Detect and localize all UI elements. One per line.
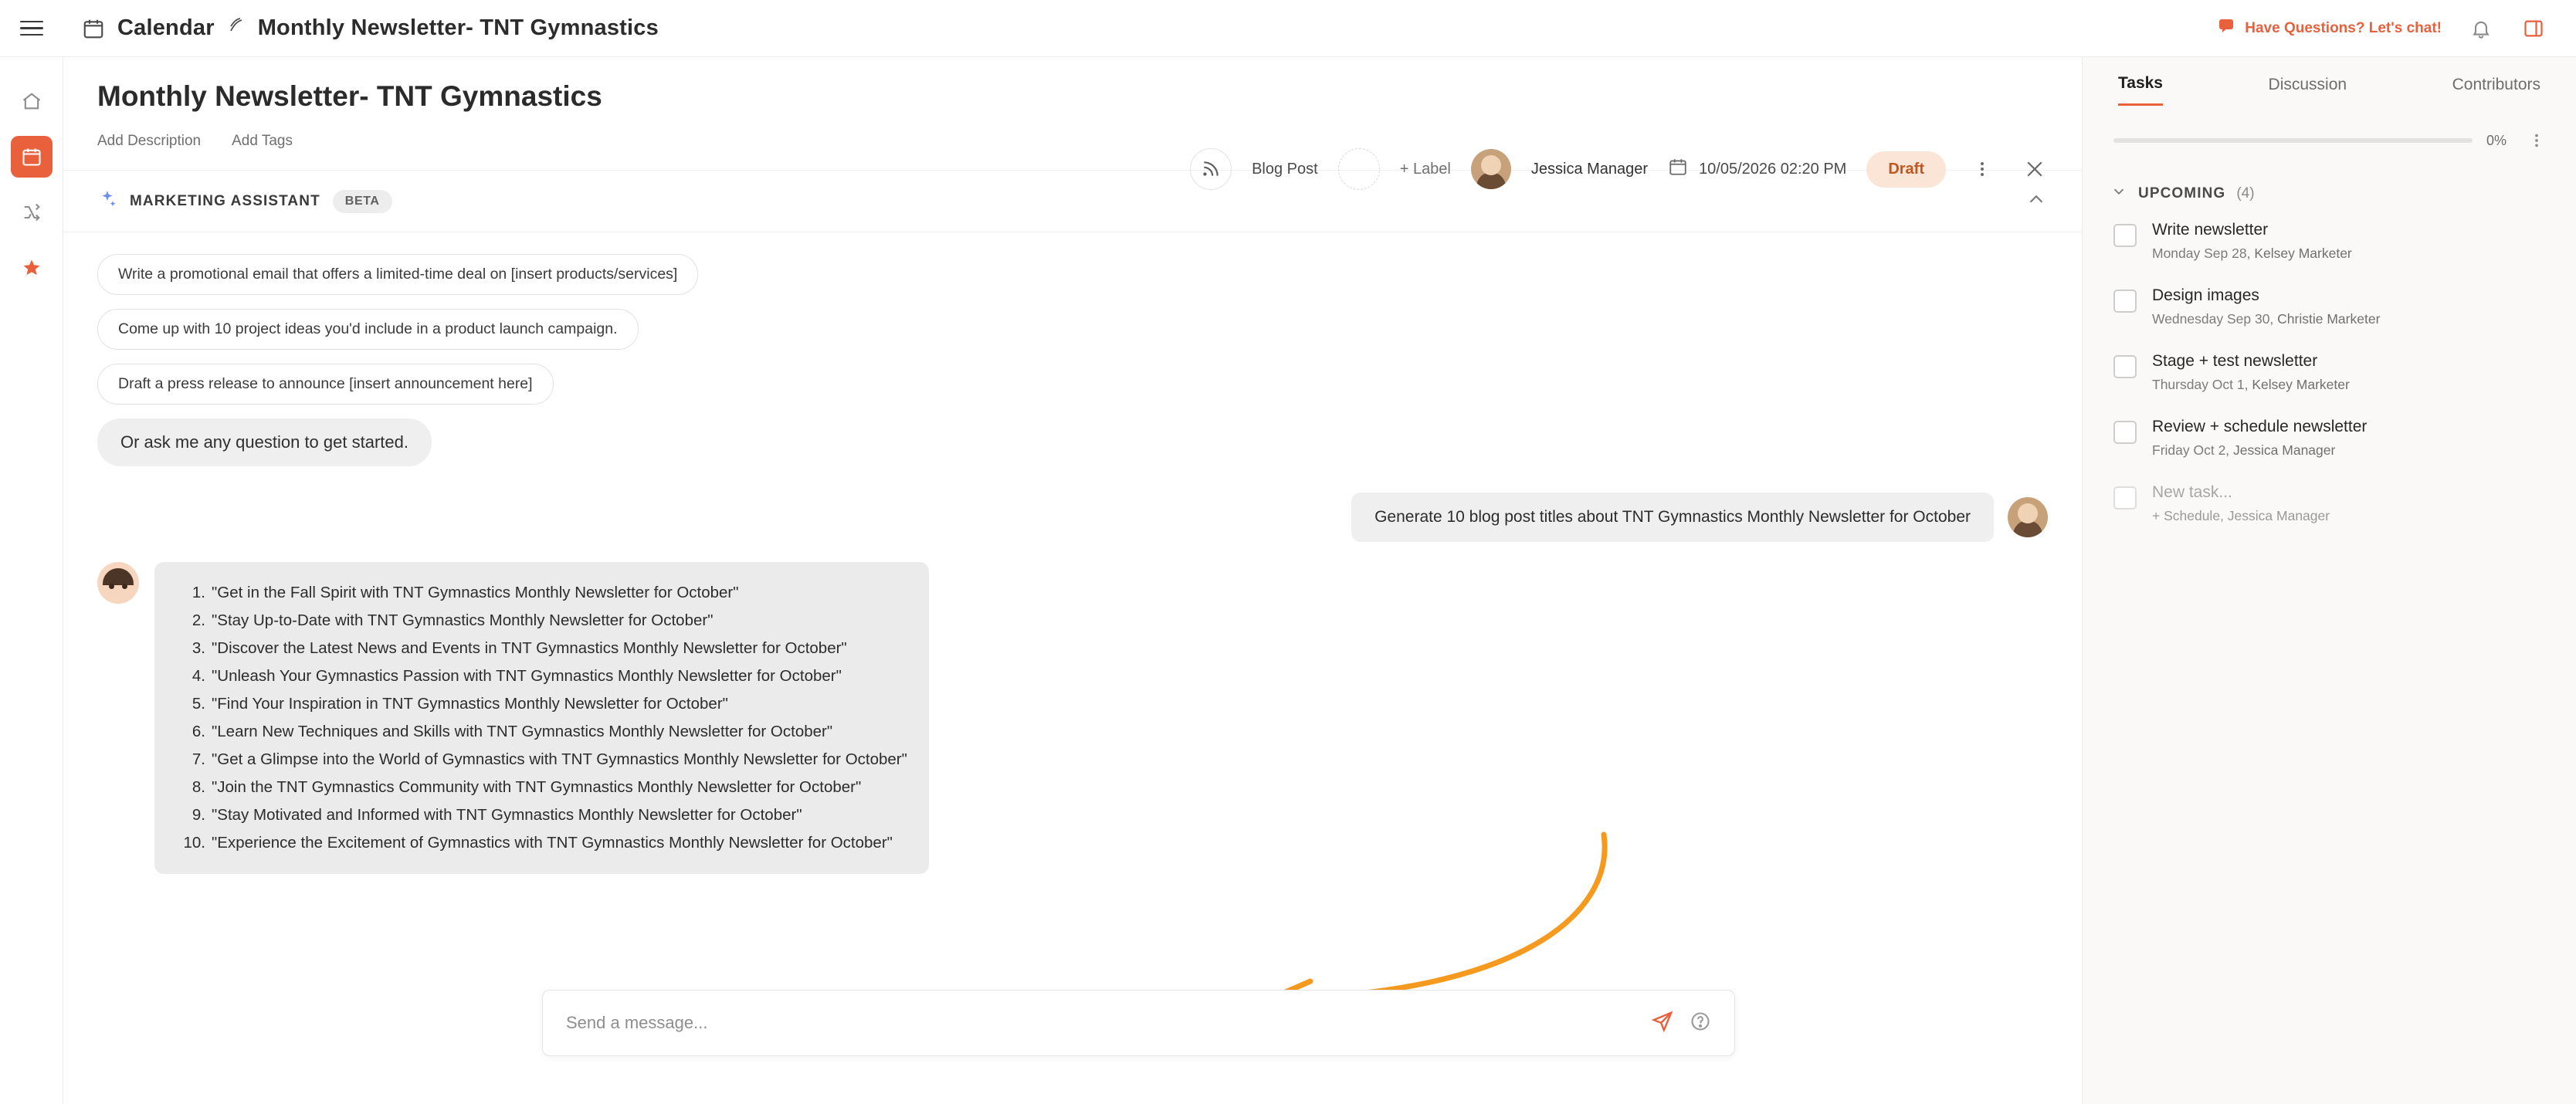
breadcrumb-root[interactable]: Calendar (117, 15, 215, 40)
document-header (63, 57, 2082, 150)
breadcrumb-current: Monthly Newsletter- TNT Gymnastics (257, 15, 659, 40)
task-title: Review + schedule newsletter (2152, 418, 2368, 435)
task-title: Stage + test newsletter (2152, 352, 2318, 370)
sparkle-icon (97, 189, 117, 213)
document-main (63, 57, 2082, 1104)
add-label-button[interactable]: + Label (1399, 160, 1451, 178)
more-options-icon[interactable] (1966, 153, 1998, 185)
task-title: Design images (2152, 286, 2259, 304)
label-placeholder-icon[interactable] (1338, 148, 1380, 190)
task-checkbox[interactable] (2113, 290, 2137, 313)
breadcrumb (80, 15, 659, 42)
task-checkbox[interactable] (2113, 355, 2137, 378)
chat-area (63, 232, 2082, 1104)
send-icon[interactable] (1651, 1010, 1674, 1037)
chat-bubble-icon (2217, 17, 2235, 40)
task-item[interactable] (2083, 340, 2576, 405)
list-item: "Unleash Your Gymnastics Passion with TNT Gymnastics Monthly Newsletter for October" (212, 667, 842, 685)
page-title: Monthly Newsletter- TNT Gymnastics (97, 80, 602, 112)
left-rail (0, 57, 63, 1104)
top-bar-actions (2217, 15, 2547, 42)
new-task-row[interactable] (2083, 471, 2576, 537)
suggestion-chip[interactable]: Come up with 10 project ideas you'd include in a product launch campaign. (97, 309, 639, 350)
notifications-icon[interactable] (2468, 15, 2494, 42)
list-item: "Get a Glimpse into the World of Gymnastics with TNT Gymnastics Monthly Newsletter for October" (212, 750, 907, 768)
calendar-small-icon (1668, 157, 1688, 181)
calendar-icon (80, 15, 107, 42)
document-meta-row (97, 133, 2048, 150)
list-item: "Find Your Inspiration in TNT Gymnastics Monthly Newsletter for October" (212, 695, 728, 713)
help-circle-icon[interactable] (1690, 1011, 1711, 1036)
bot-message-bubble (154, 562, 929, 874)
assistant-prompt-bubble: Or ask me any question to get started. (97, 418, 432, 466)
progress-percent: 0% (2486, 132, 2507, 148)
message-composer[interactable] (542, 990, 1735, 1056)
tab-tasks[interactable]: Tasks (2118, 74, 2163, 106)
new-task-assignee: Jessica Manager (2227, 508, 2330, 523)
list-item: "Stay Up-to-Date with TNT Gymnastics Monthly Newsletter for October" (212, 611, 713, 629)
owner-name: Jessica Manager (1530, 160, 1649, 178)
date-field[interactable] (1668, 157, 1846, 181)
panel-tabs (2083, 57, 2576, 106)
task-date: Thursday Oct 1, (2152, 377, 2249, 392)
assistant-title: MARKETING ASSISTANT (130, 192, 320, 209)
close-icon[interactable] (2018, 153, 2051, 185)
add-tags-link[interactable]: Add Tags (232, 133, 293, 149)
content-type-icon[interactable] (1190, 148, 1232, 190)
rail-item-calendar[interactable] (11, 136, 53, 178)
help-chat-button[interactable] (2217, 17, 2442, 40)
upcoming-count: (4) (2236, 185, 2255, 201)
task-meta (2152, 377, 2350, 393)
task-meta (2152, 246, 2352, 262)
task-assignee: Jessica Manager (2233, 442, 2336, 458)
add-description-link[interactable]: Add Description (97, 133, 202, 149)
suggestion-chip[interactable]: Write a promotional email that offers a limited-time deal on [insert products/services] (97, 254, 698, 295)
task-item[interactable] (2083, 274, 2576, 340)
task-meta (2152, 311, 2380, 327)
rail-item-workflows[interactable] (11, 191, 53, 233)
task-item[interactable] (2083, 208, 2576, 274)
task-progress (2083, 106, 2576, 157)
message-input[interactable] (566, 1013, 1635, 1033)
rail-item-favorites[interactable] (11, 247, 53, 289)
chevron-down-icon[interactable] (2110, 183, 2127, 204)
user-message-bubble: Generate 10 blog post titles about TNT Gymnastics Monthly Newsletter for October (1351, 493, 1994, 542)
task-assignee: Kelsey Marketer (2254, 246, 2352, 261)
suggestion-chip[interactable]: Draft a press release to announce [insert announcement here] (97, 364, 554, 405)
rail-item-home[interactable] (11, 80, 53, 122)
body (0, 57, 2576, 1104)
list-item: "Get in the Fall Spirit with TNT Gymnastics Monthly Newsletter for October" (212, 584, 739, 601)
avatar[interactable] (1471, 149, 1511, 189)
suggestion-list (97, 254, 2048, 466)
task-date: Wednesday Sep 30, (2152, 311, 2274, 327)
tab-discussion[interactable]: Discussion (2268, 75, 2347, 93)
document-header-actions (1190, 148, 2051, 190)
status-badge[interactable]: Draft (1866, 151, 1946, 188)
assistant-avatar (97, 562, 139, 604)
list-item: "Learn New Techniques and Skills with TNT Gymnastics Monthly Newsletter for October" (212, 723, 833, 740)
content-type-label: Blog Post (1252, 160, 1318, 178)
progress-bar (2113, 138, 2473, 143)
upcoming-section-header[interactable] (2083, 157, 2576, 208)
user-message-row (97, 493, 2048, 542)
beta-badge: BETA (333, 190, 392, 213)
task-assignee: Christie Marketer (2277, 311, 2381, 327)
list-item: "Experience the Excitement of Gymnastics with TNT Gymnastics Monthly Newsletter for October" (212, 834, 893, 852)
panel-more-options-icon[interactable] (2520, 124, 2553, 157)
task-checkbox[interactable] (2113, 421, 2137, 444)
date-value: 10/05/2026 02:20 PM (1699, 160, 1847, 178)
right-panel-toggle-icon[interactable] (2520, 15, 2547, 42)
task-meta (2152, 442, 2367, 459)
bot-title-list (176, 579, 907, 857)
task-checkbox[interactable] (2113, 224, 2137, 247)
task-date: Friday Oct 2, (2152, 442, 2230, 458)
list-item: "Discover the Latest News and Events in TNT Gymnastics Monthly Newsletter for October" (212, 639, 847, 657)
task-title: Write newsletter (2152, 221, 2269, 239)
help-chat-label: Have Questions? Let's chat! (2245, 19, 2442, 36)
task-date: Monday Sep 28, (2152, 246, 2251, 261)
bot-message-row (97, 562, 2048, 874)
chevron-up-icon[interactable] (2025, 188, 2048, 215)
new-task-checkbox[interactable] (2113, 486, 2137, 510)
menu-icon[interactable] (20, 12, 54, 46)
top-bar (0, 0, 2576, 57)
tab-contributors[interactable]: Contributors (2452, 75, 2540, 93)
list-item: "Join the TNT Gymnastics Community with TNT Gymnastics Monthly Newsletter for October" (212, 778, 862, 796)
new-task-schedule-link[interactable]: + Schedule, (2152, 508, 2224, 523)
task-item[interactable] (2083, 405, 2576, 471)
upcoming-title: UPCOMING (2138, 185, 2226, 201)
right-panel (2082, 57, 2576, 1104)
list-item: "Stay Motivated and Informed with TNT Gymnastics Monthly Newsletter for October" (212, 806, 802, 824)
new-task-title[interactable]: New task... (2152, 483, 2232, 501)
breadcrumb-separator-icon (225, 17, 247, 39)
new-task-meta (2152, 508, 2330, 524)
avatar (2008, 497, 2048, 537)
task-assignee: Kelsey Marketer (2252, 377, 2350, 392)
